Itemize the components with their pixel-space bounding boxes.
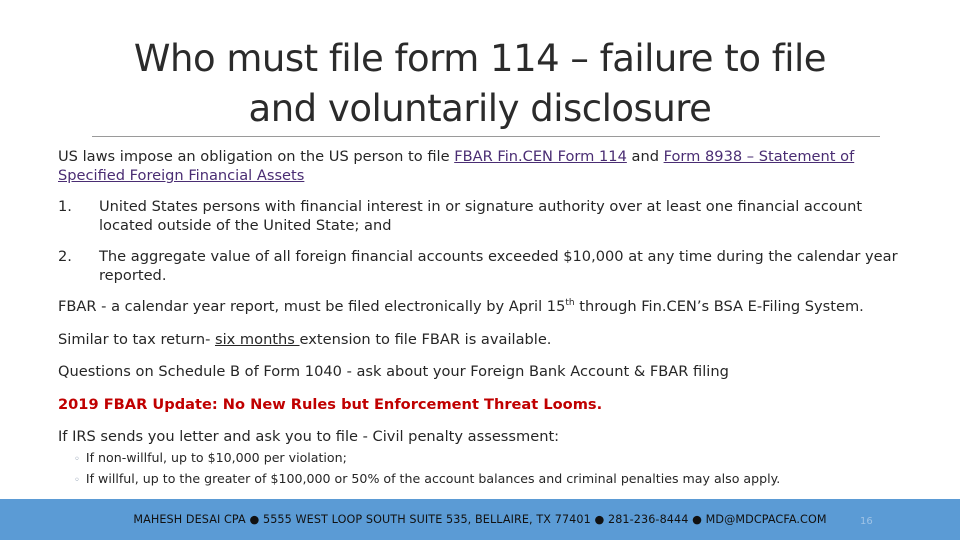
- item-text: United States persons with financial interest in or signature authority over at least one financial account located outside of the United State; and: [99, 198, 863, 234]
- item-number: 2.: [58, 248, 72, 265]
- fbar-after: through Fin.CEN’s BSA E-Filing System.: [574, 298, 864, 315]
- intro-prefix: US laws impose an obligation on the US person to file: [58, 148, 455, 165]
- update-headline: 2019 FBAR Update: No New Rules but Enforcement Threat Looms.: [58, 396, 603, 413]
- sub-bullet-text: If non-willful, up to $10,000 per violation;: [85, 450, 347, 465]
- extension-before: Similar to tax return-: [58, 331, 215, 348]
- item-number: 1.: [58, 198, 72, 215]
- item-text: The aggregate value of all foreign financial accounts exceeded $10,000 at any time during the calendar year reported.: [99, 248, 898, 284]
- extension-after: extension to file FBAR is available.: [299, 331, 552, 348]
- fbar-sup: th: [565, 298, 575, 309]
- footer-contact: MAHESH DESAI CPA ● 5555 WEST LOOP SOUTH SUITE 535, BELLAIRE, TX 77401 ● 281-236-8444 ● MD@MDCPACFA.COM: [133, 513, 827, 526]
- sub-bullet-2: [74, 471, 894, 489]
- intro-middle: and: [626, 148, 664, 165]
- title-line-1: Who must file form 114 – failure to file: [133, 37, 827, 80]
- schedule-b-paragraph: Questions on Schedule B of Form 1040 - ask about your Foreign Bank Account & FBAR filing: [58, 363, 729, 380]
- fbar-paragraph: [58, 297, 908, 316]
- title-line-2: and voluntarily disclosure: [248, 87, 712, 130]
- fbar-before: FBAR - a calendar year report, must be filed electronically by April 15: [58, 298, 566, 315]
- footer-bar: [0, 499, 960, 540]
- bullet-icon: ◦: [74, 454, 80, 465]
- title-divider: [92, 136, 880, 137]
- sub-bullet-1: [74, 450, 894, 468]
- bullet-icon: ◦: [74, 475, 80, 486]
- form-8938-link[interactable]: Form 8938 – Statement of Specified Foreign Financial Assets: [58, 148, 855, 184]
- slide-title: [60, 34, 900, 134]
- extension-underlined: six months: [214, 331, 300, 348]
- fbar-form-114-link[interactable]: FBAR Fin.CEN Form 114: [454, 148, 627, 165]
- irs-paragraph: If IRS sends you letter and ask you to file - Civil penalty assessment:: [58, 428, 560, 445]
- intro-paragraph: [58, 147, 908, 185]
- sub-bullet-text: If willful, up to the greater of $100,000 or 50% of the account balances and criminal penalties may also apply.: [85, 471, 781, 486]
- page-number: 16: [860, 516, 873, 527]
- extension-paragraph: [58, 330, 908, 349]
